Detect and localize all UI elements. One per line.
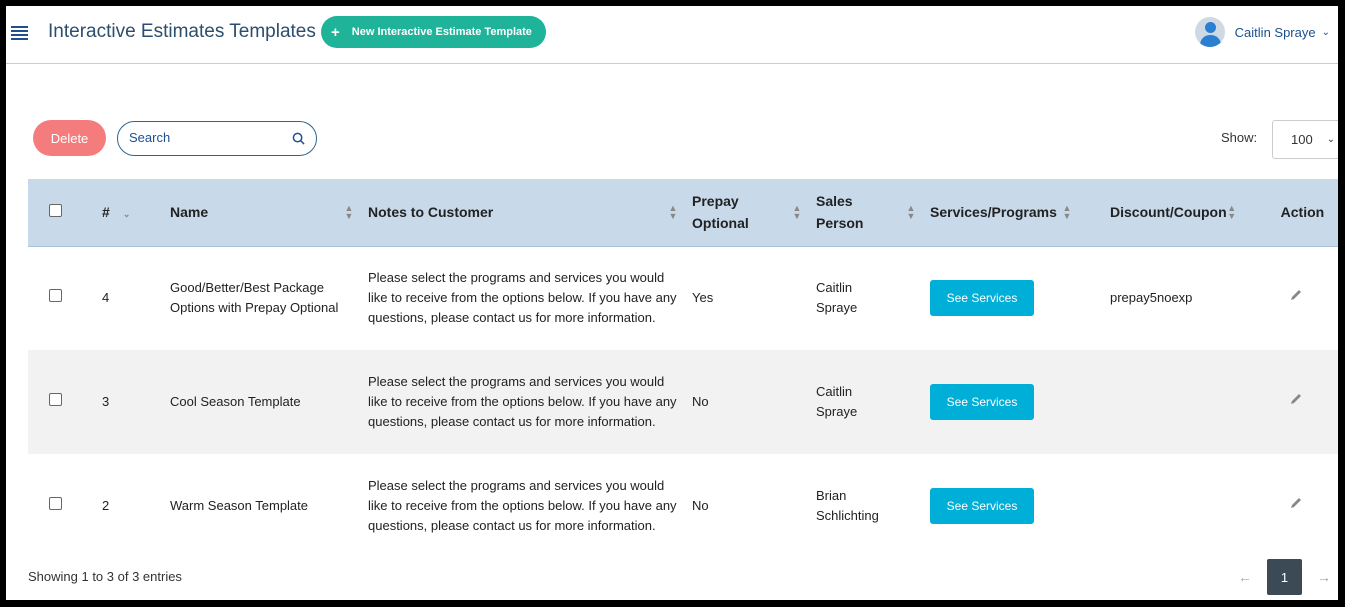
delete-button[interactable]: Delete <box>33 120 106 156</box>
chevron-down-icon: ⌄ <box>1326 134 1336 145</box>
column-header-number[interactable]: # ⌄ <box>102 179 170 246</box>
sort-desc-icon: ⌄ <box>122 209 131 220</box>
row-notes: Please select the programs and services you would like to receive from the options below. If you have any questions, please contact us for more information. <box>368 478 677 533</box>
row-sales-person: Brian Schlichting <box>816 488 879 523</box>
row-checkbox[interactable] <box>49 289 62 302</box>
column-header-name[interactable]: Name ▲ ▼ <box>170 179 368 246</box>
chevron-down-icon: ⌄ <box>1321 26 1330 38</box>
see-services-button[interactable]: See Services <box>930 384 1034 420</box>
see-services-button[interactable]: See Services <box>930 488 1034 524</box>
see-services-button[interactable]: See Services <box>930 280 1034 316</box>
plus-icon: + <box>331 23 340 41</box>
table-toolbar <box>6 120 1338 160</box>
sort-icon: ▲ ▼ <box>668 203 678 222</box>
row-number: 2 <box>102 498 110 513</box>
new-template-label: New Interactive Estimate Template <box>351 26 532 38</box>
row-notes: Please select the programs and services you would like to receive from the options below. If you have any questions, please contact us for more information. <box>368 270 677 326</box>
page-title: Interactive Estimates Templates <box>48 21 316 42</box>
row-number: 4 <box>102 290 110 306</box>
row-prepay: No <box>692 394 709 409</box>
user-menu[interactable] <box>1195 17 1330 47</box>
column-header-prepay[interactable]: Prepay Optional ▲ ▼ <box>692 179 816 246</box>
pagination <box>1231 559 1338 595</box>
avatar <box>1195 17 1225 47</box>
search-input[interactable] <box>129 130 289 145</box>
prev-page-arrow-icon[interactable]: ← <box>1238 569 1252 585</box>
table-row <box>28 454 1338 558</box>
top-bar <box>6 6 1338 64</box>
table-row <box>28 246 1338 350</box>
row-name: Good/Better/Best Package Options with Prepay Optional <box>170 280 339 316</box>
user-name: Caitlin Spraye <box>1234 24 1316 40</box>
page-size-select[interactable] <box>1272 120 1338 159</box>
search-box <box>117 121 317 156</box>
page-size-value: 100 <box>1291 132 1313 147</box>
column-header-services[interactable]: Services/Programs ▲ ▼ <box>930 179 1110 246</box>
templates-table <box>28 179 1338 558</box>
edit-pencil-icon[interactable] <box>1289 392 1303 406</box>
table-row <box>28 350 1338 454</box>
row-prepay: Yes <box>692 290 714 306</box>
row-number: 3 <box>102 394 110 409</box>
column-header-discount[interactable]: Discount/Coupon ▲ ▼ <box>1110 179 1281 246</box>
row-notes: Please select the programs and services you would like to receive from the options below. If you have any questions, please contact us for more information. <box>368 374 677 429</box>
new-template-button[interactable] <box>321 16 546 48</box>
sort-icon: ▲ ▼ <box>792 203 802 222</box>
sort-icon: ▲ ▼ <box>906 203 916 222</box>
search-icon[interactable] <box>292 132 305 145</box>
select-all-checkbox[interactable] <box>49 204 62 217</box>
row-discount <box>1110 454 1281 558</box>
row-discount: prepay5noexp <box>1110 290 1193 306</box>
show-label: Show: <box>1221 130 1258 145</box>
sort-icon: ▲ ▼ <box>344 203 354 222</box>
column-header-sales[interactable]: Sales Person ▲ ▼ <box>816 179 930 246</box>
row-sales-person: Caitlin Spraye <box>816 384 858 419</box>
row-discount <box>1110 350 1281 454</box>
column-header-action: Action <box>1281 179 1338 246</box>
column-header-notes[interactable]: Notes to Customer ▲ ▼ <box>368 179 692 246</box>
edit-pencil-icon[interactable] <box>1289 496 1303 510</box>
row-checkbox[interactable] <box>49 497 62 510</box>
row-name: Cool Season Template <box>170 394 301 409</box>
row-prepay: No <box>692 498 709 513</box>
app-window <box>6 6 1338 600</box>
sort-icon: ▲ ▼ <box>1062 203 1072 222</box>
next-page-arrow-icon[interactable]: → <box>1317 569 1331 585</box>
menu-icon[interactable] <box>11 26 28 40</box>
table-header-row <box>28 179 1338 246</box>
row-sales-person: Caitlin Spraye <box>816 280 858 316</box>
entries-info: Showing 1 to 3 of 3 entries <box>28 569 182 584</box>
page-button-current[interactable]: 1 <box>1267 559 1302 595</box>
edit-pencil-icon[interactable] <box>1289 288 1303 302</box>
row-name: Warm Season Template <box>170 498 309 513</box>
sort-icon: ▲ ▼ <box>1227 203 1237 222</box>
row-checkbox[interactable] <box>49 393 62 406</box>
